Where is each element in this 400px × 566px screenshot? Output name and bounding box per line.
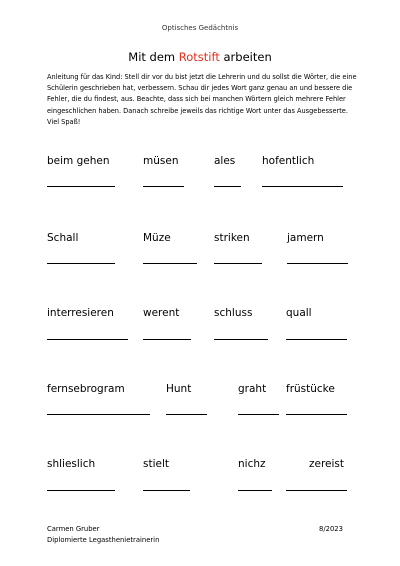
instructions-text: Anleitung für das Kind: Stell dir vor du bist jetzt die Lehrerin und du sollst die Wörter, die eine Schülerin geschrieben hat, verbessern. Schau dir jedes Wort ganz genau an und bessere die Fehler, die du findest, aus. Beachte, dass sich bei manchen Wörtern gleich mehrere Fehler eingeschlichen haben. Danach schreibe jeweils das richtige Wort unter das Ausgebesserte. Viel Spaß!	[47, 73, 357, 126]
exercise-word: graht	[238, 383, 267, 395]
footer-author: Carmen Gruber	[47, 525, 100, 533]
answer-line[interactable]	[47, 339, 128, 340]
answer-line[interactable]	[238, 490, 272, 491]
answer-line[interactable]	[286, 339, 347, 340]
exercise-word: beim gehen	[47, 155, 110, 167]
answer-line[interactable]	[214, 339, 268, 340]
exercise-word: quall	[286, 307, 312, 319]
answer-line[interactable]	[143, 263, 197, 264]
exercise-word: interresieren	[47, 307, 114, 319]
title-before: Mit dem	[128, 50, 179, 64]
footer-date: 8/2023	[319, 525, 343, 533]
exercise-word: fernsebrogram	[47, 383, 125, 395]
exercise-word: Schall	[47, 232, 79, 244]
exercise-word: shlieslich	[47, 458, 96, 470]
exercise-word: Müze	[143, 232, 171, 244]
exercise-word: nichz	[238, 458, 266, 470]
footer-role: Diplomierte Legasthenietrainerin	[47, 536, 160, 544]
exercise-word: müsen	[143, 155, 179, 167]
title-after: arbeiten	[219, 50, 272, 64]
answer-line[interactable]	[214, 263, 262, 264]
answer-line[interactable]	[166, 414, 207, 415]
answer-line[interactable]	[143, 186, 184, 187]
answer-line[interactable]	[143, 490, 190, 491]
answer-line[interactable]	[47, 186, 115, 187]
answer-line[interactable]	[47, 490, 115, 491]
answer-line[interactable]	[287, 263, 348, 264]
exercise-word: werent	[143, 307, 180, 319]
exercise-word: jamern	[287, 232, 324, 244]
exercise-word: stielt	[143, 458, 169, 470]
page-header: Optisches Gedächtnis	[161, 24, 239, 32]
exercise-word: ales	[214, 155, 236, 167]
exercise-word: früstücke	[286, 383, 335, 395]
title-highlight: Rotstift	[178, 50, 220, 64]
page-title	[0, 50, 400, 64]
answer-line[interactable]	[286, 490, 347, 491]
answer-line[interactable]	[286, 414, 347, 415]
exercise-word: striken	[214, 232, 250, 244]
answer-line[interactable]	[214, 186, 241, 187]
exercise-word: hofentlich	[262, 155, 315, 167]
answer-line[interactable]	[47, 414, 150, 415]
exercise-word: zereist	[309, 458, 345, 470]
answer-line[interactable]	[238, 414, 279, 415]
answer-line[interactable]	[262, 186, 343, 187]
exercise-word: Hunt	[166, 383, 192, 395]
exercise-word: schluss	[214, 307, 253, 319]
answer-line[interactable]	[143, 339, 191, 340]
footer-author-block	[47, 524, 159, 546]
answer-line[interactable]	[47, 263, 115, 264]
